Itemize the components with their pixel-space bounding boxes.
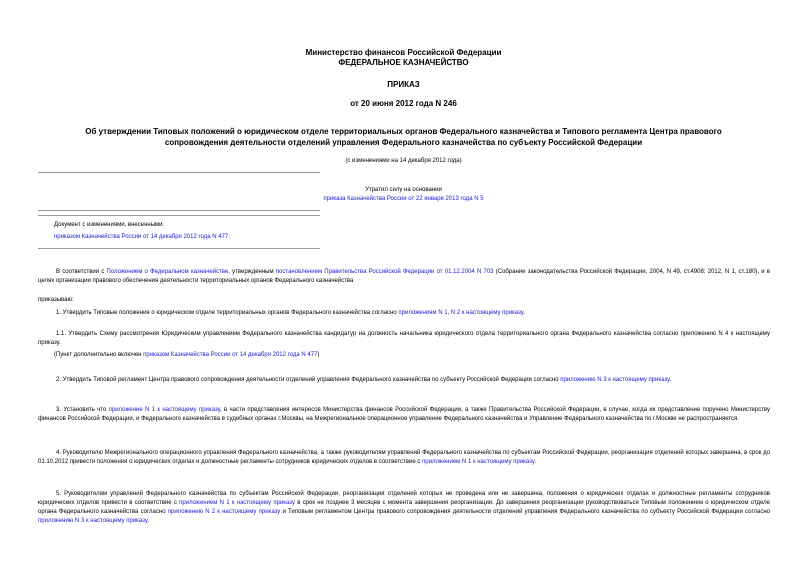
amendment-note: (с изменениями на 14 декабря 2012 года)	[345, 158, 462, 164]
ministry-name: Министерство финансов Российской Федерации	[305, 48, 502, 57]
link-appendix-1[interactable]: приложением N 1 к настоящему приказу	[179, 500, 295, 506]
document-title-line1: Об утверждении Типовых положений о юридическом отделе территориальных органов Федерального казначейства и Типового регламента Центра правового	[85, 127, 722, 136]
paragraph-intro: В соответствии с Положением о Федеральном казначействе, утвержденным постановлением Правительства Российской Федерации от 01.12.2004 N 703 (Собрание законодательства Российской Федерации, 2004, N 49, ст.4908; 2012, N 1, ст.180), и в целях организации правового обеспечения деятельности территориальных органов Федерального казначейства	[38, 269, 770, 284]
link-treasury-regulation[interactable]: Положением о Федеральном казначействе	[106, 269, 229, 275]
order-word: приказываю:	[38, 297, 74, 303]
amendments-link[interactable]: приказом Казначейства России от 14 декабря 2012 года N 477.	[54, 234, 230, 240]
divider	[38, 172, 320, 173]
divider	[38, 215, 320, 216]
link-appendix-3[interactable]: приложению N 3 к настоящему приказу	[560, 377, 670, 383]
lost-force-link[interactable]: приказа Казначейства России от 22 января 2013 года N 5	[323, 196, 484, 202]
agency-name: ФЕДЕРАЛЬНОЕ КАЗНАЧЕЙСТВО	[338, 58, 469, 67]
paragraph-5: 5. Руководителям управлений Федерального казначейства по субъектам Российской Федерации, реорганизация отделений которых не проведена или не завершена, положения о юридических отделах и должностные регламенты сотрудников юридических отделов привести в соответствие с приложением N 1 к настоящему приказу в срок не позднее 3 месяцев с момента завершения реорганизации. До завершения реорганизации руководствоваться Типовым положением о юридическом отделе органа Федерального казначейства согласно приложению N 2 к настоящему приказу и Типовым регламентом Центра правового сопровождения деятельности отделений управления Федерального казначейства по субъекту Российской Федерации согласно приложению N 3 к настоящему приказу.	[38, 491, 770, 524]
link-appendix-3[interactable]: приложению N 3 к настоящему приказу	[38, 518, 148, 524]
paragraph-1-1: 1.1. Утвердить Схему рассмотрения Юридическим управлением Федерального казначейства кандидатур на должность начальника юридического отдела территориального органа Федерального казначейства согласно приложению N 4 к настоящему приказу.	[38, 331, 770, 346]
document-title-line2: сопровождения деятельности отделений управления Федерального казначейства по субъекту Российской Федерации	[164, 138, 643, 147]
divider	[38, 248, 320, 249]
link-appendix-1[interactable]: приложением N 1 к настоящему приказу	[422, 459, 535, 465]
link-government-resolution[interactable]: постановлением Правительства Российской Федерации от 01.12.2004 N 703	[275, 269, 494, 275]
link-appendix-1-2[interactable]: приложениям N 1, N 2 к настоящему приказу	[398, 310, 524, 316]
paragraph-1: 1. Утвердить Типовые положения о юридическом отделе территориальных органов Федерального казначейства согласно приложениям N 1, N 2 к настоящему приказу.	[56, 310, 525, 316]
document-type: ПРИКАЗ	[387, 80, 420, 89]
link-order-477[interactable]: приказом Казначейства России от 14 декабря 2012 года N 477	[143, 352, 318, 358]
document-date: от 20 июня 2012 года N 246	[350, 99, 457, 108]
paragraph-1-1-note: (Пункт дополнительно включен приказом Казначейства России от 14 декабря 2012 года N 477)	[54, 352, 320, 358]
link-appendix-2[interactable]: приложению N 2 к настоящему приказу	[167, 509, 281, 515]
lost-force-label: Утратил силу на основании	[365, 187, 442, 193]
paragraph-4: 4. Руководителю Межрегионального операционного управления Федерального казначейства, а также руководителям управлений Федерального казначейства по субъектам Российской Федерации, реорганизация отделений которых завершена, в срок до 01.10.2012 привести положения о юридических отделах и должностные регламенты сотрудников юридических отделов в соответствие с приложением N 1 к настоящему приказу.	[38, 450, 770, 465]
paragraph-2: 2. Утвердить Типовой регламент Центра правового сопровождения деятельности отделений управления Федерального казначейства по субъекту Российской Федерации согласно приложению N 3 к настоящему приказу.	[56, 377, 672, 383]
amendments-label: Документ с изменениями, внесенными:	[54, 222, 165, 228]
paragraph-3: 3. Установить что приложение N 1 к настоящему приказу, в части представления интересов Министерства финансов Российской Федерации, а также Правительства Российской Федерации, в случае, когда их представление поручено Министерству финансов Российской Федерации, и Федерального казначейства в судебных органах г.Москвы, на Межрегиональное операционное управление Федерального казначейства и Управление Федерального казначейства по г.Москве не распространяется.	[38, 407, 770, 422]
link-appendix-1[interactable]: приложение N 1 к настоящему приказу	[108, 407, 221, 413]
divider	[38, 210, 320, 211]
